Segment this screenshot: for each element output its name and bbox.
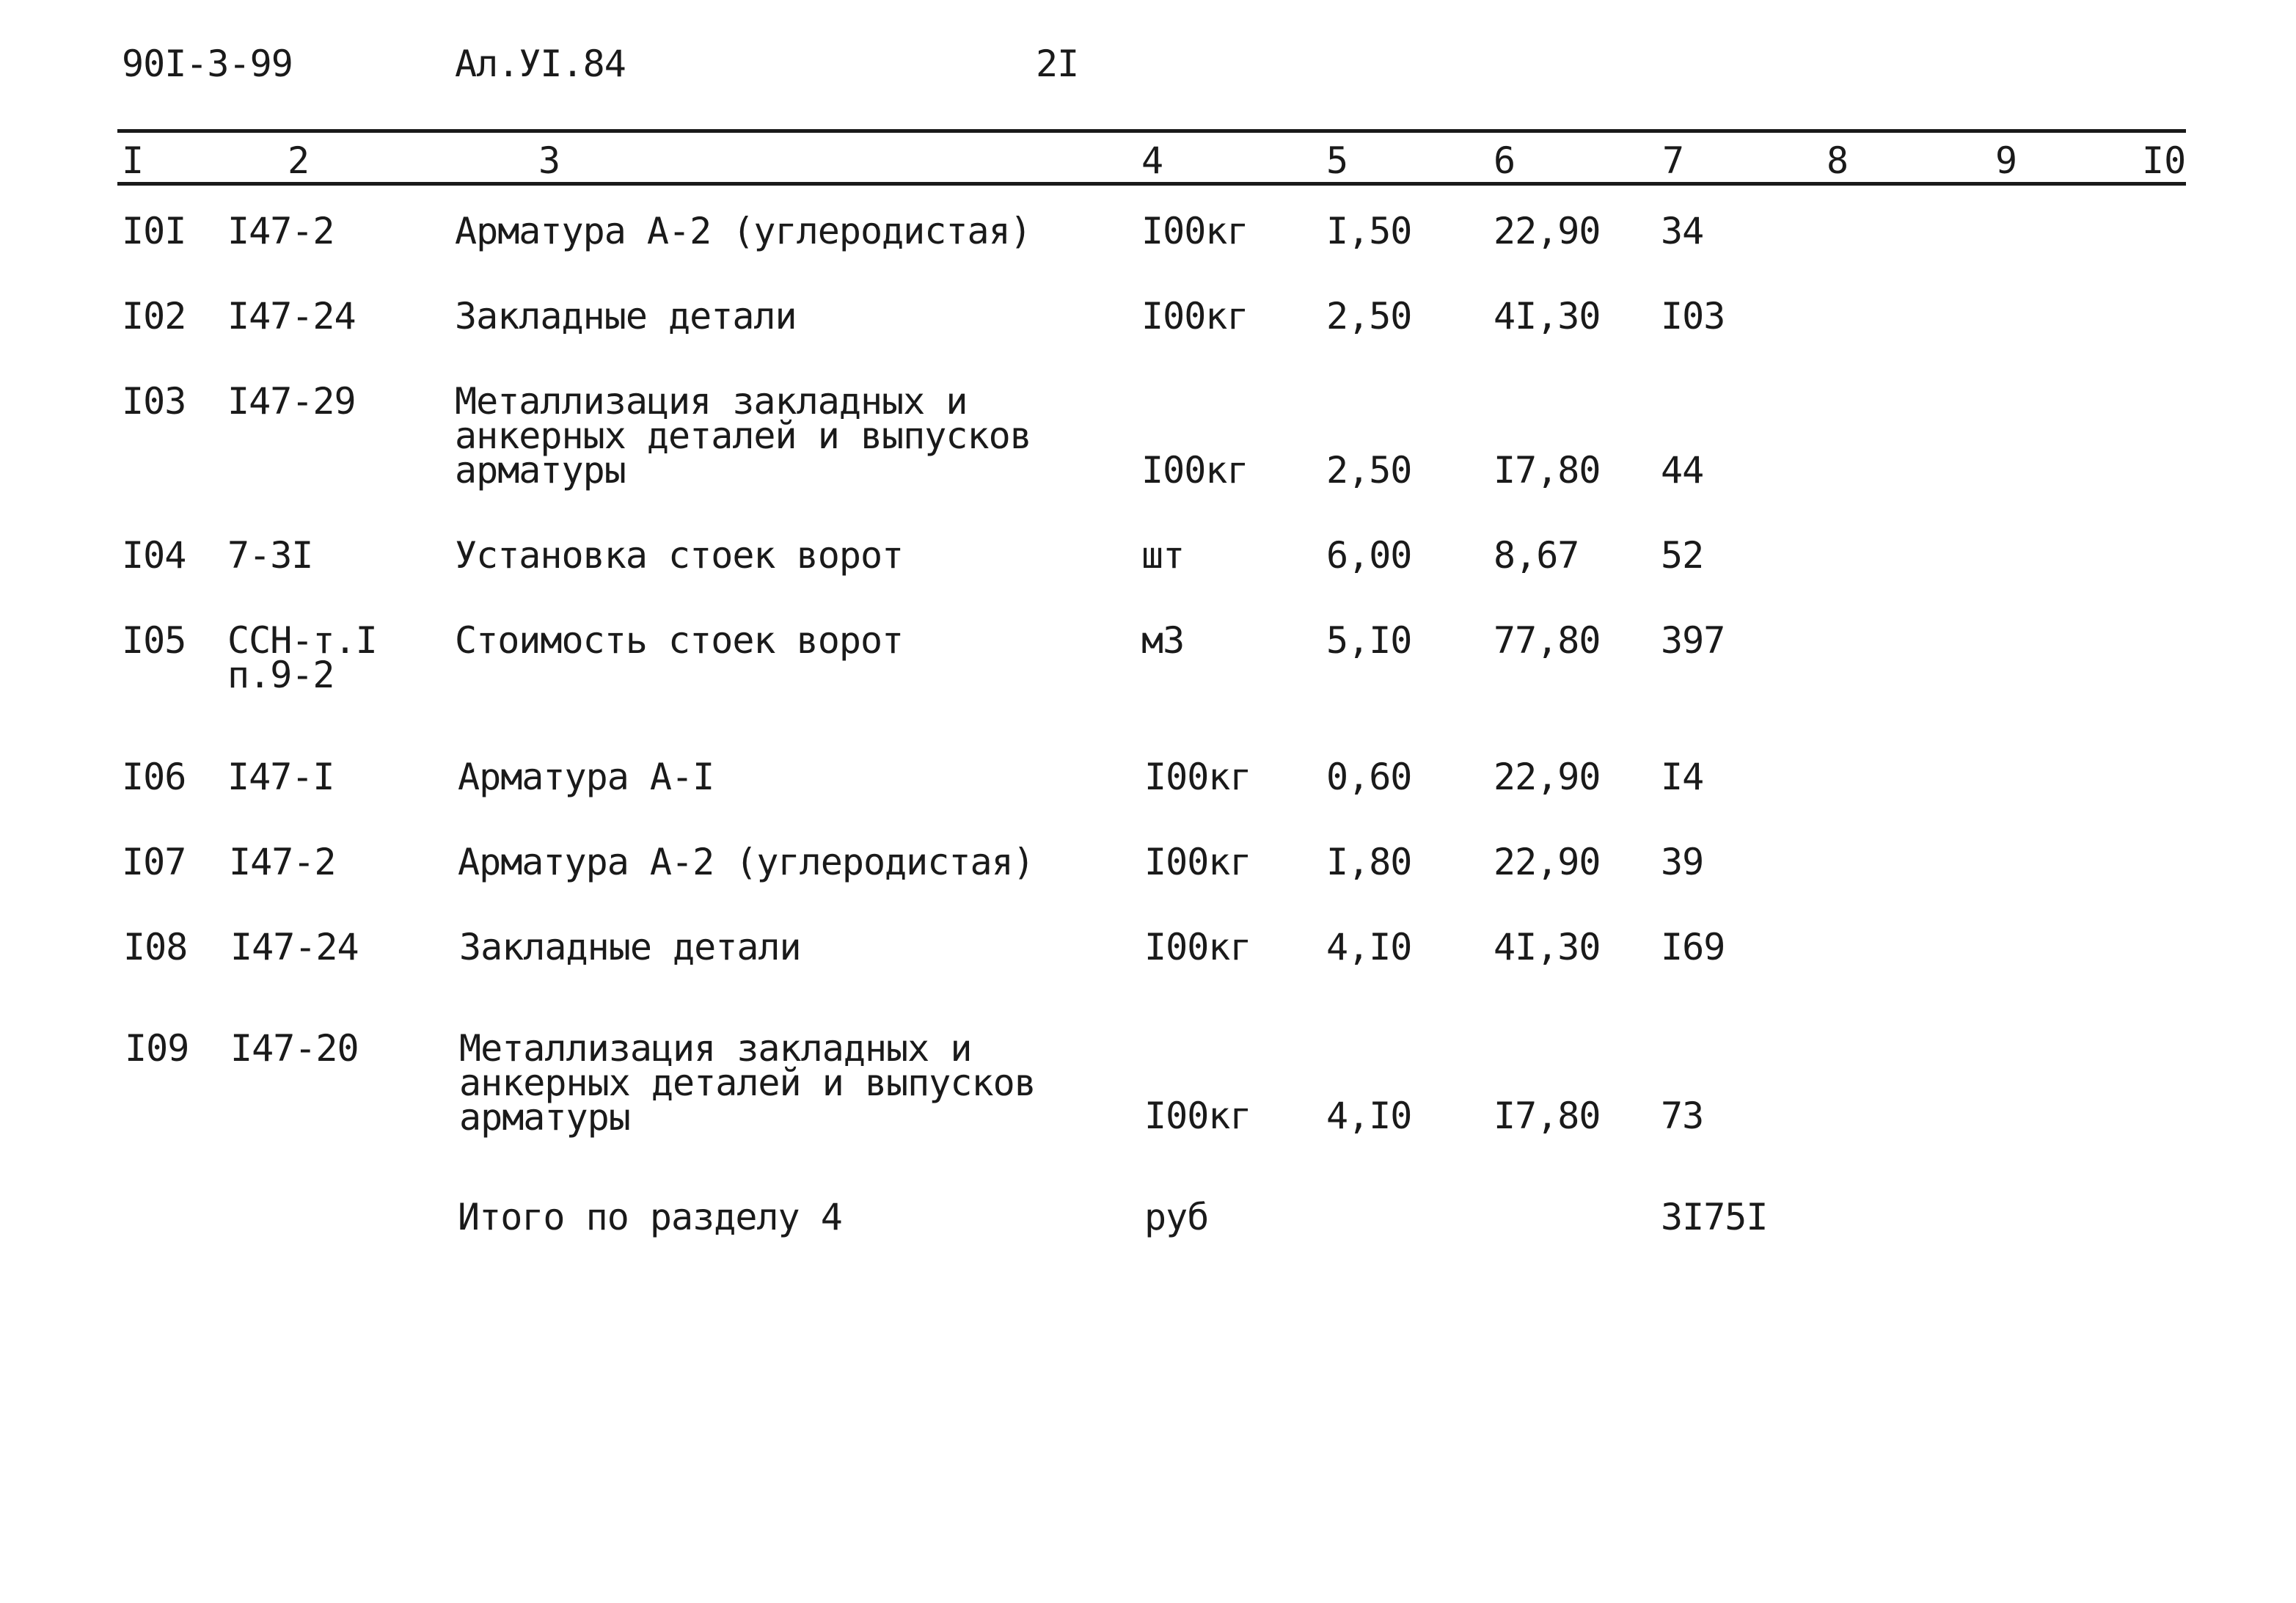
row-description: Арматура А-2 (углеродистая) [458,841,1034,883]
column-number: 7 [1662,139,1685,182]
row-cost: 397 [1661,619,1725,662]
row-cost: 34 [1661,210,1704,252]
row-unit-price: 22,90 [1494,841,1601,883]
row-unit-price: 4I,30 [1494,926,1601,968]
column-number: I [122,139,145,182]
row-code: I47-24 [227,295,356,337]
row-code: I47-2 [229,841,336,883]
column-number: 5 [1326,139,1349,182]
row-unit-price: 22,90 [1494,210,1601,252]
row-number: I05 [122,619,186,662]
row-number: I03 [122,380,186,423]
row-unit: I00кг [1144,841,1251,883]
row-unit: I00кг [1144,756,1251,798]
row-quantity: I,80 [1326,841,1412,883]
row-quantity: 4,I0 [1326,926,1412,968]
row-code: ССН-т.I п.9-2 [227,619,377,696]
row-code: I47-24 [230,926,359,968]
total-cost: 3I75I [1661,1196,1768,1238]
table-top-rule [117,129,2186,133]
row-description: Установка стоек ворот [455,534,904,577]
page-number: 2I [1036,43,1079,85]
row-unit: I00кг [1144,926,1251,968]
row-number: I06 [122,756,186,798]
row-cost: I03 [1661,295,1725,337]
row-cost: I69 [1661,926,1725,968]
album-number: Ал.УI.84 [455,43,626,85]
row-description: Закладные детали [459,926,801,968]
row-code: 7-3I [227,534,313,577]
row-unit-price: 77,80 [1494,619,1601,662]
column-number: 9 [1995,139,2018,182]
row-code: I47-I [227,756,334,798]
row-cost: 39 [1661,841,1704,883]
row-code: I47-2 [227,210,334,252]
row-number: I08 [123,926,188,968]
row-code: I47-20 [230,1027,359,1070]
column-number: 4 [1141,139,1164,182]
row-number: I0I [122,210,186,252]
row-unit-price: I7,80 [1494,449,1601,492]
row-description: Закладные детали [455,295,797,337]
row-unit: шт [1141,534,1185,577]
document-code: 90I-3-99 [122,43,293,85]
row-unit-price: 8,67 [1494,534,1579,577]
row-quantity: 0,60 [1326,756,1412,798]
row-number: I09 [125,1027,189,1070]
row-unit-price: 22,90 [1494,756,1601,798]
row-number: I07 [122,841,186,883]
row-cost: I4 [1661,756,1704,798]
row-quantity: 5,I0 [1326,619,1412,662]
row-cost: 44 [1661,449,1704,492]
row-quantity: 6,00 [1326,534,1412,577]
row-unit-price: I7,80 [1494,1095,1601,1137]
row-unit: I00кг [1141,449,1248,492]
row-cost: 73 [1661,1095,1704,1137]
row-description: Стоимость стоек ворот [455,619,904,662]
total-label: Итого по разделу 4 [458,1196,842,1238]
row-quantity: I,50 [1326,210,1412,252]
row-number: I04 [122,534,186,577]
row-description: Арматура А-I [458,756,714,798]
row-description: Металлизация закладных и анкерных деталей и выпусков арматуры [455,380,1031,492]
row-unit: I00кг [1141,210,1248,252]
row-description: Металлизация закладных и анкерных деталей и выпусков арматуры [459,1027,1036,1139]
row-quantity: 4,I0 [1326,1095,1412,1137]
row-quantity: 2,50 [1326,295,1412,337]
row-number: I02 [122,295,186,337]
row-cost: 52 [1661,534,1704,577]
column-number: 8 [1827,139,1849,182]
row-unit: I00кг [1141,295,1248,337]
row-unit: I00кг [1144,1095,1251,1137]
row-code: I47-29 [227,380,356,423]
total-unit: руб [1144,1196,1209,1238]
column-number: 3 [538,139,561,182]
column-header-rule [117,182,2186,186]
column-number: 2 [288,139,310,182]
row-quantity: 2,50 [1326,449,1412,492]
row-unit: м3 [1141,619,1185,662]
column-number: I0 [2142,139,2187,182]
column-number: 6 [1494,139,1516,182]
row-description: Арматура А-2 (углеродистая) [455,210,1031,252]
row-unit-price: 4I,30 [1494,295,1601,337]
